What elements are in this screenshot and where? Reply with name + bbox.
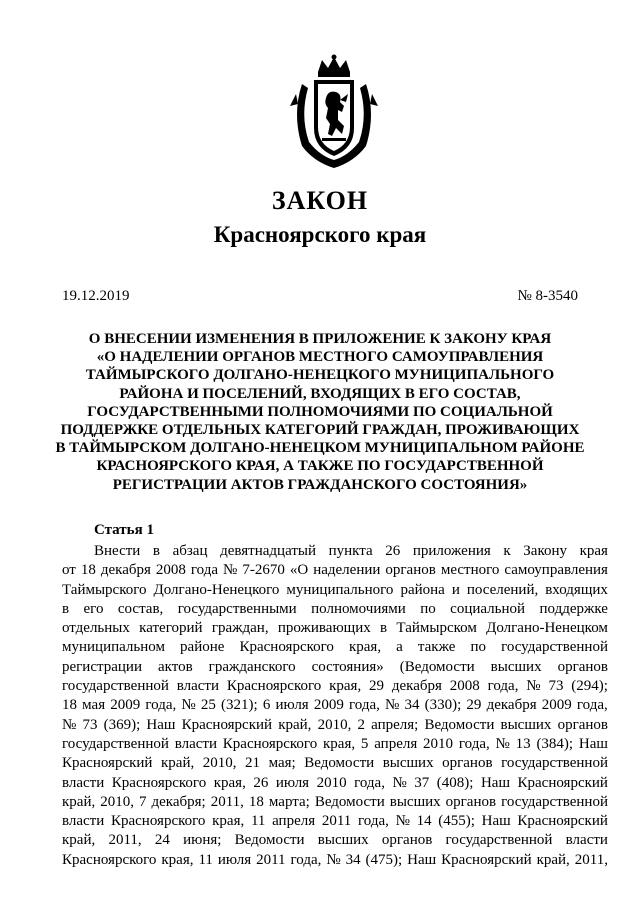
article-word: 26 <box>385 543 401 559</box>
article-word: № <box>392 774 407 791</box>
article-title: Статья 1 <box>94 522 154 538</box>
article-line <box>62 542 608 561</box>
coat-of-arms-emblem <box>288 54 380 172</box>
article-word: края, <box>329 678 362 695</box>
article-line <box>62 677 608 696</box>
article-word: наделении <box>313 562 381 579</box>
article-line <box>62 619 608 638</box>
article-word: Красноярский <box>517 813 608 830</box>
article-word: государственными <box>177 600 297 617</box>
article-word: 7 <box>138 793 147 810</box>
article-word: 34 <box>404 697 420 714</box>
article-word: проживающих <box>277 620 371 637</box>
article-word: от <box>62 562 76 579</box>
article-word: июня; <box>183 832 222 849</box>
article-word: (321); <box>221 697 258 714</box>
article-word: входящих <box>545 581 608 598</box>
article-word: край, <box>161 755 195 772</box>
article-word: декабря <box>391 678 442 695</box>
article-word: Ведомости <box>234 832 305 849</box>
article-word: Наш <box>146 716 176 733</box>
article-word: Наш <box>481 813 511 830</box>
article-word: гражданского <box>208 658 296 675</box>
article-line <box>62 754 608 773</box>
article-word: 14 <box>416 813 432 830</box>
article-word: Долгано-Ненецкого <box>153 581 280 598</box>
article-word: высших <box>500 716 552 733</box>
article-word: 29 <box>369 678 385 695</box>
article-word: апреля <box>272 813 316 830</box>
article-line <box>62 716 608 735</box>
article-line <box>62 774 608 793</box>
article-word: край, <box>62 832 96 849</box>
article-word: государственной <box>501 793 608 810</box>
article-line <box>62 812 608 831</box>
article-word: края, <box>348 639 382 656</box>
heading-line: ТАЙМЫРСКОГО ДОЛГАНО-НЕНЕЦКОГО МУНИЦИПАЛЬНОГО <box>85 367 555 384</box>
article-word: Красноярский <box>517 774 608 791</box>
article-word: года <box>190 562 219 579</box>
article-word: года, <box>487 678 519 695</box>
article-word: 2010, <box>202 755 237 772</box>
article-word: края, <box>212 813 245 830</box>
article-word: власти <box>62 774 105 791</box>
article-word: 29 <box>466 697 482 714</box>
article-word: 2011, <box>108 832 142 849</box>
article-word: Таймырском <box>396 620 477 637</box>
article-word: 24 <box>154 832 170 849</box>
article-line <box>62 696 608 715</box>
article-word: (384); <box>536 735 574 752</box>
article-word: власти <box>174 735 217 752</box>
article-body <box>62 542 608 870</box>
article-word: Красноярского <box>62 851 157 868</box>
article-word: (Ведомости <box>399 658 475 675</box>
article-word: «О <box>289 562 309 579</box>
article-word: состав, <box>117 600 164 617</box>
article-word: апреля <box>374 735 418 752</box>
article-word: 2010, <box>317 716 352 733</box>
article-word: власти <box>176 678 220 695</box>
article-word: года, <box>458 735 490 752</box>
article-word: (294); <box>571 678 608 695</box>
article-word: органов <box>385 562 436 579</box>
article-word: Красноярский <box>181 716 273 733</box>
article-word: 18 <box>80 562 96 579</box>
article-word: 73 <box>82 716 98 733</box>
article-word: 2011, <box>574 851 608 868</box>
article-word: (455); <box>438 813 475 830</box>
article-word: 2008 <box>449 678 480 695</box>
article-word: 18 <box>248 793 264 810</box>
article-word: года, <box>576 697 608 714</box>
article-word: № <box>62 716 77 733</box>
article-word: в <box>62 600 70 617</box>
article-word: № <box>526 678 541 695</box>
article-word: а <box>396 639 403 656</box>
heading-line: РАЙОНА И ПОСЕЛЕНИЙ, ВХОДЯЩИХ В ЕГО СОСТАВ, <box>119 385 521 402</box>
article-line <box>62 735 608 754</box>
article-word: 73 <box>548 678 564 695</box>
law-heading <box>50 330 590 494</box>
article-word: декабря <box>100 562 151 579</box>
article-word: органов <box>557 716 608 733</box>
article-word: Ведомости <box>314 793 385 810</box>
article-word: 6 <box>262 697 271 714</box>
article-word: государственной <box>62 678 169 695</box>
article-word: государственной <box>501 639 608 656</box>
article-word: высших <box>490 658 542 675</box>
heading-line: В ТАЙМЫРСКОМ ДОЛГАНО-НЕНЕЦКОМ МУНИЦИПАЛЬНОМ РАЙОНЕ <box>55 440 585 457</box>
article-word: Красноярского <box>226 678 322 695</box>
article-line <box>62 638 608 657</box>
article-word: пункта <box>328 543 373 559</box>
article-word: органов <box>442 755 493 772</box>
article-word: и <box>451 581 460 598</box>
article-word: 2010 <box>316 774 347 791</box>
article-word: край, <box>62 793 96 810</box>
article-word: 2010, <box>100 793 134 810</box>
article-word: состояния» <box>311 658 384 675</box>
article-word: края, <box>213 774 246 791</box>
article-word: государственной <box>501 755 608 772</box>
article-word: № <box>385 697 400 714</box>
article-word: местного <box>440 562 500 579</box>
heading-line: О ВНЕСЕНИИ ИЗМЕНЕНИЯ В ПРИЛОЖЕНИЕ К ЗАКОНУ КРАЯ <box>88 331 552 347</box>
article-word: № <box>326 851 341 868</box>
article-word: власти <box>62 813 105 830</box>
article-word: района <box>400 581 445 598</box>
article-word: 2 <box>357 716 365 733</box>
article-word: власти <box>565 832 608 849</box>
article-word: государственной <box>445 832 553 849</box>
article-word: (330); <box>424 697 462 714</box>
article-word: года, <box>354 774 385 791</box>
article-word: 21 <box>245 755 261 772</box>
article-word: отдельных <box>62 620 130 637</box>
article-word: (475); <box>365 851 403 868</box>
document-number: № 8-3540 <box>517 288 578 304</box>
article-word: 26 <box>253 774 269 791</box>
article-word: края, <box>161 851 194 868</box>
article-word: Таймырского <box>62 581 147 598</box>
article-word: 5 <box>360 735 369 752</box>
article-word: органов <box>445 793 497 810</box>
article-word: по <box>470 639 486 656</box>
article-word: в <box>380 620 388 637</box>
article-word: июля <box>275 697 309 714</box>
article-word: Долгано-Ненецком <box>486 620 608 637</box>
article-word: высших <box>317 832 369 849</box>
article-word: край, <box>278 716 312 733</box>
article-word: Красноярский <box>62 755 153 772</box>
article-line <box>62 658 608 677</box>
document-title: ЗАКОН <box>271 186 369 215</box>
article-word: Красноярского <box>222 735 318 752</box>
article-word: категорий <box>139 620 203 637</box>
article-word: поселений, <box>466 581 539 598</box>
document-date: 19.12.2019 <box>62 288 130 304</box>
article-word: самоуправления <box>504 562 608 579</box>
article-word: Красноярского <box>110 813 206 830</box>
article-word: Красноярского <box>111 774 207 791</box>
article-word: Закону <box>523 543 567 559</box>
article-word: края, <box>323 735 356 752</box>
article-word: марта; <box>268 793 310 810</box>
article-line <box>62 600 608 619</box>
article-word: июля <box>217 851 252 868</box>
article-word: Наш <box>578 735 608 752</box>
article-word: 11 <box>198 851 213 868</box>
article-word: Ведомости <box>304 755 375 772</box>
article-word: 7-2670 <box>242 562 285 579</box>
article-line <box>62 851 608 870</box>
article-word: 2009 <box>541 697 572 714</box>
article-word: 25 <box>200 697 216 714</box>
article-word: государственной <box>62 735 169 752</box>
article-word: 2011 <box>321 813 352 830</box>
article-word: абзац <box>172 543 208 559</box>
article-word: 13 <box>515 735 531 752</box>
article-word: (408); <box>436 774 474 791</box>
heading-line: КРАСНОЯРСКОГО КРАЯ, А ТАКЖЕ ПО ГОСУДАРСТВЕННОЙ <box>96 458 544 475</box>
article-word: декабря <box>486 697 537 714</box>
article-word: края <box>579 543 608 559</box>
article-word: № <box>495 735 510 752</box>
article-word: органов <box>381 832 433 849</box>
article-word: муниципальном <box>62 639 165 656</box>
article-word: также <box>417 639 456 656</box>
article-word: Внести <box>94 543 141 559</box>
article-line <box>62 831 608 850</box>
article-word: поддержке <box>539 600 608 617</box>
article-line <box>62 793 608 812</box>
article-line <box>62 581 608 600</box>
article-word: высших <box>389 793 441 810</box>
article-word: Красноярского <box>239 639 334 656</box>
article-word: Красноярский <box>441 851 532 868</box>
article-word: 2009 <box>110 697 141 714</box>
heading-line: РЕГИСТРАЦИИ АКТОВ ГРАЖДАНСКОГО СОСТОЯНИЯ» <box>112 476 528 493</box>
article-word: к <box>503 543 511 559</box>
article-word: девятнадцатый <box>220 543 316 559</box>
article-word: года, <box>145 697 177 714</box>
article-word: года, <box>348 697 380 714</box>
article-word: приложения <box>412 543 491 559</box>
article-word: мая; <box>268 755 296 772</box>
article-word: года, <box>357 813 389 830</box>
article-word: актов <box>157 658 193 675</box>
article-word: 2010 <box>423 735 454 752</box>
article-word: полномочиями <box>311 600 406 617</box>
article-word: 2011, <box>210 793 244 810</box>
article-word: высших <box>382 755 434 772</box>
heading-line: «О НАДЕЛЕНИИ ОРГАНОВ МЕСТНОГО САМОУПРАВЛЕНИЯ <box>96 349 544 366</box>
article-word: органов <box>557 658 608 675</box>
article-word: 2008 <box>155 562 186 579</box>
article-word: (369); <box>103 716 141 733</box>
article-word: социальной <box>450 600 526 617</box>
article-word: районе <box>180 639 225 656</box>
article-word: Наш <box>480 774 510 791</box>
article-word: 18 <box>62 697 77 714</box>
article-word: по <box>420 600 436 617</box>
article-line <box>62 561 608 580</box>
article-word: года, <box>290 851 322 868</box>
article-word: Ведомости <box>424 716 495 733</box>
article-word: Наш <box>407 851 437 868</box>
document-subtitle: Красноярского края <box>213 222 427 247</box>
article-word: край, <box>536 851 570 868</box>
article-word: 11 <box>250 813 266 830</box>
article-word: его <box>83 600 104 617</box>
article-word: в <box>152 543 160 559</box>
heading-line: ГОСУДАРСТВЕННЫМИ ПОЛНОМОЧИЯМИ ПО СОЦИАЛЬНОЙ <box>87 403 553 420</box>
article-word: № <box>181 697 196 714</box>
article-word: 2011 <box>256 851 286 868</box>
article-word: № <box>395 813 410 830</box>
article-word: мая <box>82 697 106 714</box>
article-word: 37 <box>414 774 430 791</box>
article-word: 34 <box>345 851 361 868</box>
article-word: регистрации <box>62 658 142 675</box>
heading-line: ПОДДЕРЖКЕ ОТДЕЛЬНЫХ КАТЕГОРИЙ ГРАЖДАН, ПРОЖИВАЮЩИХ <box>60 422 580 439</box>
article-word: муниципального <box>286 581 394 598</box>
article-word: 2009 <box>313 697 344 714</box>
article-word: граждан, <box>211 620 269 637</box>
article-word: апреля; <box>371 716 419 733</box>
article-word: № <box>223 562 238 579</box>
article-word: июля <box>275 774 310 791</box>
article-word: декабря; <box>151 793 206 810</box>
